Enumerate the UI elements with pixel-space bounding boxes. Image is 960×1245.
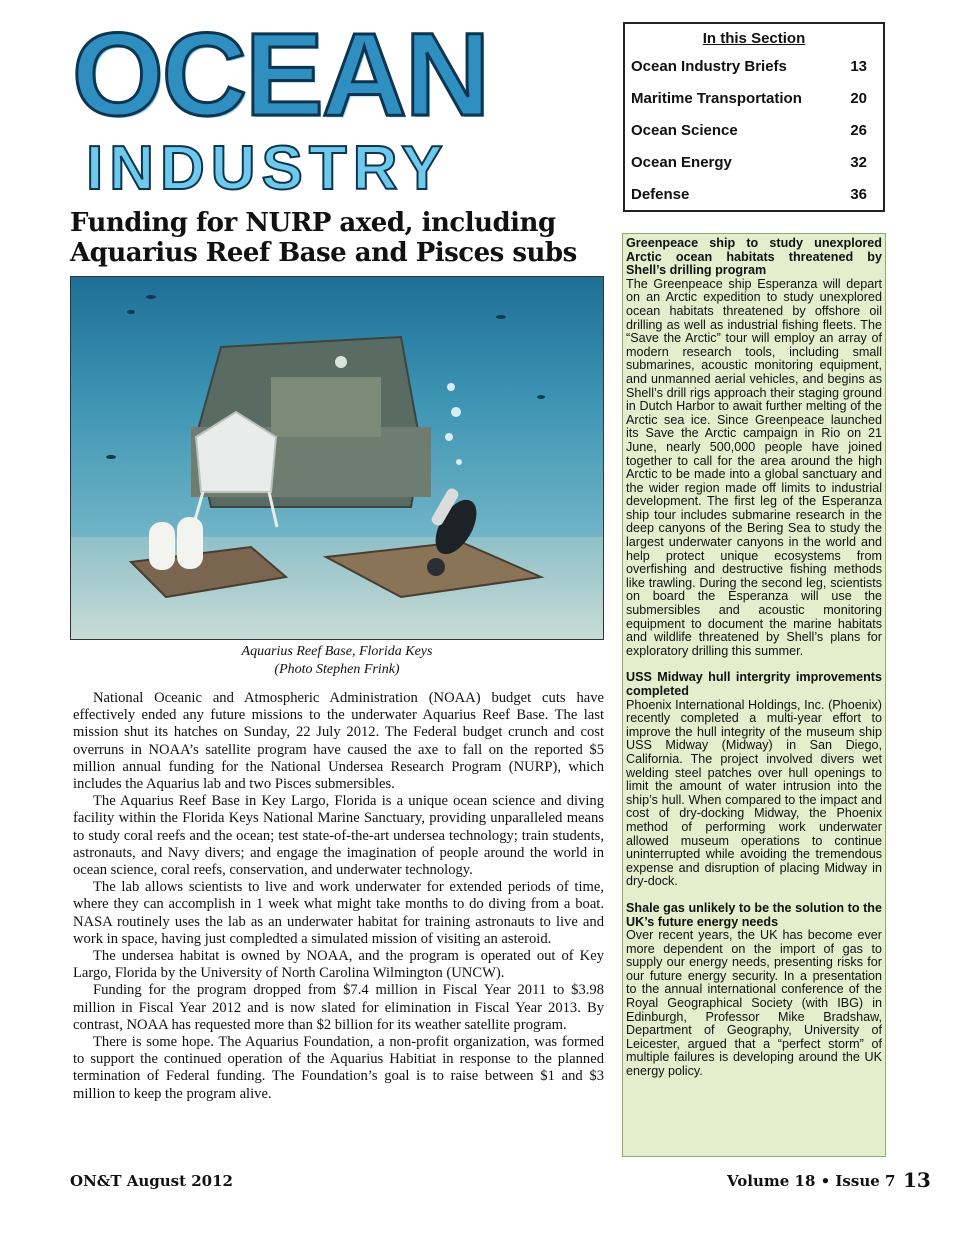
photo-caption bbox=[70, 643, 604, 679]
headline-line-2: Aquarius Reef Base and Pisces subs bbox=[70, 238, 577, 268]
caption-credit: (Photo Stephen Frink) bbox=[274, 662, 400, 677]
article-paragraph: Funding for the program dropped from $7.4 million in Fiscal Year 2011 to $3.98 million in Fiscal Year 2012 and is now slated for elimination in Fiscal Year 2013. By contrast, NOAA has requested more than $2 billion for its weather satellite program. bbox=[73, 982, 604, 1033]
toc-item-label: Ocean Science bbox=[631, 122, 738, 139]
toc-item-label: Maritime Transportation bbox=[631, 90, 802, 107]
toc-item-label: Ocean Energy bbox=[631, 154, 732, 171]
headline-line-1: Funding for NURP axed, including bbox=[70, 208, 556, 238]
article-paragraph: There is some hope. The Aquarius Foundation, a non-profit organization, was formed to support the continued operation of the Aquarius Habitiat in response to the planned termination of Federal funding. The Foundation’s goal is to raise between $1 and $3 million to keep the program alive. bbox=[73, 1034, 604, 1102]
footer-issue-date: ON&T August 2012 bbox=[70, 1172, 233, 1190]
brief-title: USS Midway hull intergrity improvements completed bbox=[626, 670, 882, 698]
toc-item-label: Defense bbox=[631, 186, 690, 203]
brief-body: Phoenix International Holdings, Inc. (Phoenix) recently completed a multi-year effort to improve the hull integrity of the museum ship USS Midway (Midway) in San Diego, California. The project involved divers wet welding steel patches over hull openings to limit the amount of water intrusion into the ship’s hull. When compared to the impact and cost of dry-docking Midway, the Phoenix method of performing work underwater allowed museum operations to continue uninterrupted while avoiding the tremendous expense and disruption of placing Midway in dry-dock. bbox=[626, 697, 882, 889]
brief-body: The Greenpeace ship Esperanza will depart on an Arctic expedition to study unexplored ocean habitats threatened by offshore oil drilling as well as industrial fishing fleets. The “Save the Arctic” tour will employ an array of modern research tools, including small submarines, acoustic monitoring equipment, and unmanned aerial vehicles, and begins as Shell’s drill rigs approach their staging ground in Dutch Harbor to await further melting of the Arctic sea ice. Since Greenpeace launched its Save the Arctic campaign in Rio on 21 June, nearly 500,000 people have joined together to call for the area around the high Arctic to be made into a global sanctuary and the wider region made off limits to industrial development. The first leg of the Esperanza ship tour includes submarine research in the deep canyons of the Bering Sea to study the largest underwater canyons in the world and help protect unique ecosystems from overfishing and destructive fishing methods like trawling. During the second leg, scientists on board the Esperanza will use the submersibles and acoustic monitoring equipment to document the marine habitats and wildlife threatened by Shell’s plans for exploratory drilling this summer. bbox=[626, 276, 882, 658]
toc-item[interactable] bbox=[625, 115, 883, 147]
toc-item[interactable] bbox=[625, 51, 883, 83]
article-paragraph: The Aquarius Reef Base in Key Largo, Florida is a unique ocean science and diving facility within the Florida Keys National Marine Sanctuary, providing unparalleled means to study coral reefs and the ocean; test state-of-the-art undersea technology; train students, astronauts, and Navy divers; and engage the imagination of people around the world in ocean science, coral reefs, conservation, and underwater technology. bbox=[73, 793, 604, 879]
brief-title: Shale gas unlikely to be the solution to the UK’s future energy needs bbox=[626, 900, 882, 929]
masthead-industry-word: INDUSTRY bbox=[86, 134, 449, 203]
brief-item bbox=[626, 671, 882, 889]
masthead-ocean-word: OCEAN bbox=[72, 9, 489, 141]
toc-item-page: 13 bbox=[850, 58, 867, 75]
toc-item[interactable] bbox=[625, 147, 883, 179]
toc-item-page: 32 bbox=[850, 154, 867, 171]
article-paragraph: The undersea habitat is owned by NOAA, and the program is operated out of Key Largo, Florida by the University of North Carolina Wilmington (UNCW). bbox=[73, 948, 604, 982]
industry-briefs-sidebar bbox=[622, 233, 886, 1157]
toc-item[interactable] bbox=[625, 83, 883, 115]
article-body bbox=[73, 690, 604, 1103]
brief-item bbox=[626, 902, 882, 1079]
underwater-scene-illustration bbox=[71, 277, 604, 640]
article-headline bbox=[70, 208, 610, 268]
footer-volume-issue: Volume 18 • Issue 7 bbox=[727, 1172, 896, 1190]
brief-item bbox=[626, 237, 882, 658]
toc-item-page: 26 bbox=[850, 122, 867, 139]
article-paragraph: National Oceanic and Atmospheric Administration (NOAA) budget cuts have effectively ended any future missions to the underwater Aquarius Reef Base. The last mission shut its hatches on Sunday, 22 July 2012. The Federal budget crunch and cost overruns in NOAA’s satellite program have caused the axe to fall on the reported $5 million annual funding for the National Undersea Research Program (NURP), which includes the Aquarius lab and two Pisces submersibles. bbox=[73, 690, 604, 793]
toc-item-page: 36 bbox=[850, 186, 867, 203]
toc-item-label: Ocean Industry Briefs bbox=[631, 58, 787, 75]
toc-item-page: 20 bbox=[850, 90, 867, 107]
caption-line-1: Aquarius Reef Base, Florida Keys bbox=[241, 644, 433, 659]
toc-title: In this Section bbox=[702, 30, 806, 47]
aquarius-reef-base-photo bbox=[70, 276, 604, 640]
article-paragraph: The lab allows scientists to live and work underwater for extended periods of time, where they can accomplish in 1 week what might take months to do diving from a boat. NASA routinely uses the lab as an underwater habitat for training astronauts to live and work in space, having just compledted a simulated mission of visiting an asteroid. bbox=[73, 879, 604, 947]
masthead-logo bbox=[72, 9, 592, 203]
brief-title: Greenpeace ship to study unexplored Arctic ocean habitats threatened by Shell’s drilling program bbox=[626, 236, 882, 278]
page-number: 13 bbox=[903, 1168, 931, 1192]
in-this-section-box bbox=[623, 22, 885, 212]
toc-item[interactable] bbox=[625, 179, 883, 211]
brief-body: Over recent years, the UK has become ever more dependent on the import of gas to supply our energy needs, presenting risks for our future energy security. In a presentation to the annual international conference of the Royal Geographical Society (with IBG) in Edinburgh, Professor Mike Bradshaw, Department of Geography, University of Leicester, argued that a “perfect storm” of multiple failures is developing around the UK energy policy. bbox=[626, 928, 882, 1079]
